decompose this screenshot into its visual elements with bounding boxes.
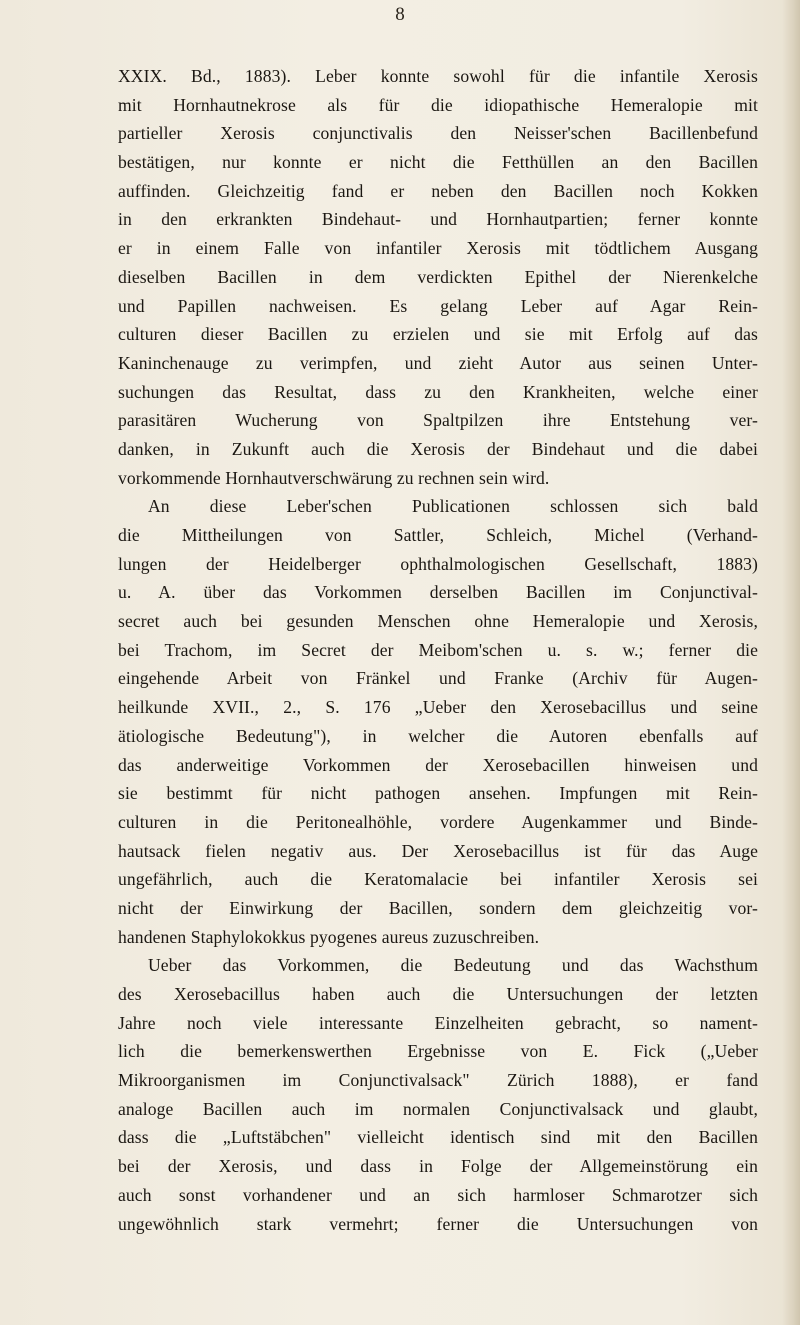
text-line: lungen der Heidelberger ophthalmologischen Gesellschaft, 1883) [118, 553, 758, 574]
text-line: partieller Xerosis conjunctivalis den Neisser'schen Bacillenbefund [118, 123, 758, 144]
text-line: suchungen das Resultat, dass zu den Krankheiten, welche einer [118, 381, 758, 402]
text-line: An diese Leber'schen Publicationen schlossen sich bald [148, 496, 758, 517]
text-line: dass die „Luftstäbchen" vielleicht identisch sind mit den Bacillen [118, 1127, 758, 1148]
text-line: eingehende Arbeit von Fränkel und Franke (Archiv für Augen- [118, 668, 758, 689]
text-line: vorkommende Hornhautverschwärung zu rechnen sein wird. [118, 467, 550, 488]
text-line: XXIX. Bd., 1883). Leber konnte sowohl für die infantile Xerosis [118, 66, 758, 86]
body-text [118, 62, 758, 1238]
page-number: 8 [395, 4, 405, 25]
text-line: Kaninchenauge zu verimpfen, und zieht Autor aus seinen Unter- [118, 352, 758, 373]
page-edge-shadow [782, 0, 800, 1325]
text-line: Mikroorganismen im Conjunctivalsack" Zürich 1888), er fand [118, 1070, 758, 1091]
text-line: handenen Staphylokokkus pyogenes aureus zuzuschreiben. [118, 926, 540, 947]
text-line: sie bestimmt für nicht pathogen ansehen. Impfungen mit Rein- [118, 783, 758, 804]
text-line: hautsack fielen negativ aus. Der Xerosebacillus ist für das Auge [118, 840, 758, 861]
text-line: die Mittheilungen von Sattler, Schleich, Michel (Verhand- [118, 525, 758, 545]
text-line: danken, in Zukunft auch die Xerosis der Bindehaut und die dabei [118, 438, 758, 459]
text-line: Ueber das Vorkommen, die Bedeutung und das Wachsthum [148, 955, 758, 976]
text-line: lich die bemerkenswerthen Ergebnisse von E. Fick („Ueber [118, 1041, 758, 1062]
text-line: bestätigen, nur konnte er nicht die Fetthüllen an den Bacillen [118, 152, 758, 173]
text-line: u. A. über das Vorkommen derselben Bacillen im Conjunctival- [118, 582, 758, 603]
text-line: nicht der Einwirkung der Bacillen, sondern dem gleichzeitig vor- [118, 897, 758, 918]
text-line: culturen in die Peritonealhöhle, vordere Augenkammer und Binde- [118, 811, 758, 832]
text-line: des Xerosebacillus haben auch die Untersuchungen der letzten [118, 984, 758, 1004]
text-line: bei der Xerosis, und dass in Folge der Allgemeinstörung ein [118, 1156, 758, 1177]
text-line: bei Trachom, im Secret der Meibom'schen u. s. w.; ferner die [118, 639, 758, 660]
text-line: culturen dieser Bacillen zu erzielen und sie mit Erfolg auf das [118, 324, 758, 345]
text-line: das anderweitige Vorkommen der Xerosebacillen hinweisen und [118, 754, 758, 775]
text-line: in den erkrankten Bindehaut- und Hornhautpartien; ferner konnte [118, 209, 758, 230]
text-line: Jahre noch viele interessante Einzelheiten gebracht, so nament- [118, 1012, 758, 1033]
text-line: ätiologische Bedeutung"), in welcher die Autoren ebenfalls auf [118, 725, 758, 746]
text-line: ungewöhnlich stark vermehrt; ferner die Untersuchungen von [118, 1213, 758, 1234]
text-line: und Papillen nachweisen. Es gelang Leber auf Agar Rein- [118, 295, 758, 316]
text-line: secret auch bei gesunden Menschen ohne Hemeralopie und Xerosis, [118, 611, 758, 632]
text-line: ungefährlich, auch die Keratomalacie bei infantiler Xerosis sei [118, 869, 758, 890]
text-line: auffinden. Gleichzeitig fand er neben den Bacillen noch Kokken [118, 180, 758, 201]
text-line: auch sonst vorhandener und an sich harmloser Schmarotzer sich [118, 1184, 758, 1205]
text-line: mit Hornhautnekrose als für die idiopathische Hemeralopie mit [118, 94, 758, 115]
text-line: analoge Bacillen auch im normalen Conjunctivalsack und glaubt, [118, 1098, 758, 1119]
text-line: er in einem Falle von infantiler Xerosis mit tödtlichem Ausgang [118, 238, 758, 259]
text-line: dieselben Bacillen in dem verdickten Epithel der Nierenkelche [118, 266, 758, 287]
text-line: parasitären Wucherung von Spaltpilzen ihre Entstehung ver- [118, 410, 758, 431]
text-line: heilkunde XVII., 2., S. 176 „Ueber den Xerosebacillus und seine [118, 697, 758, 718]
